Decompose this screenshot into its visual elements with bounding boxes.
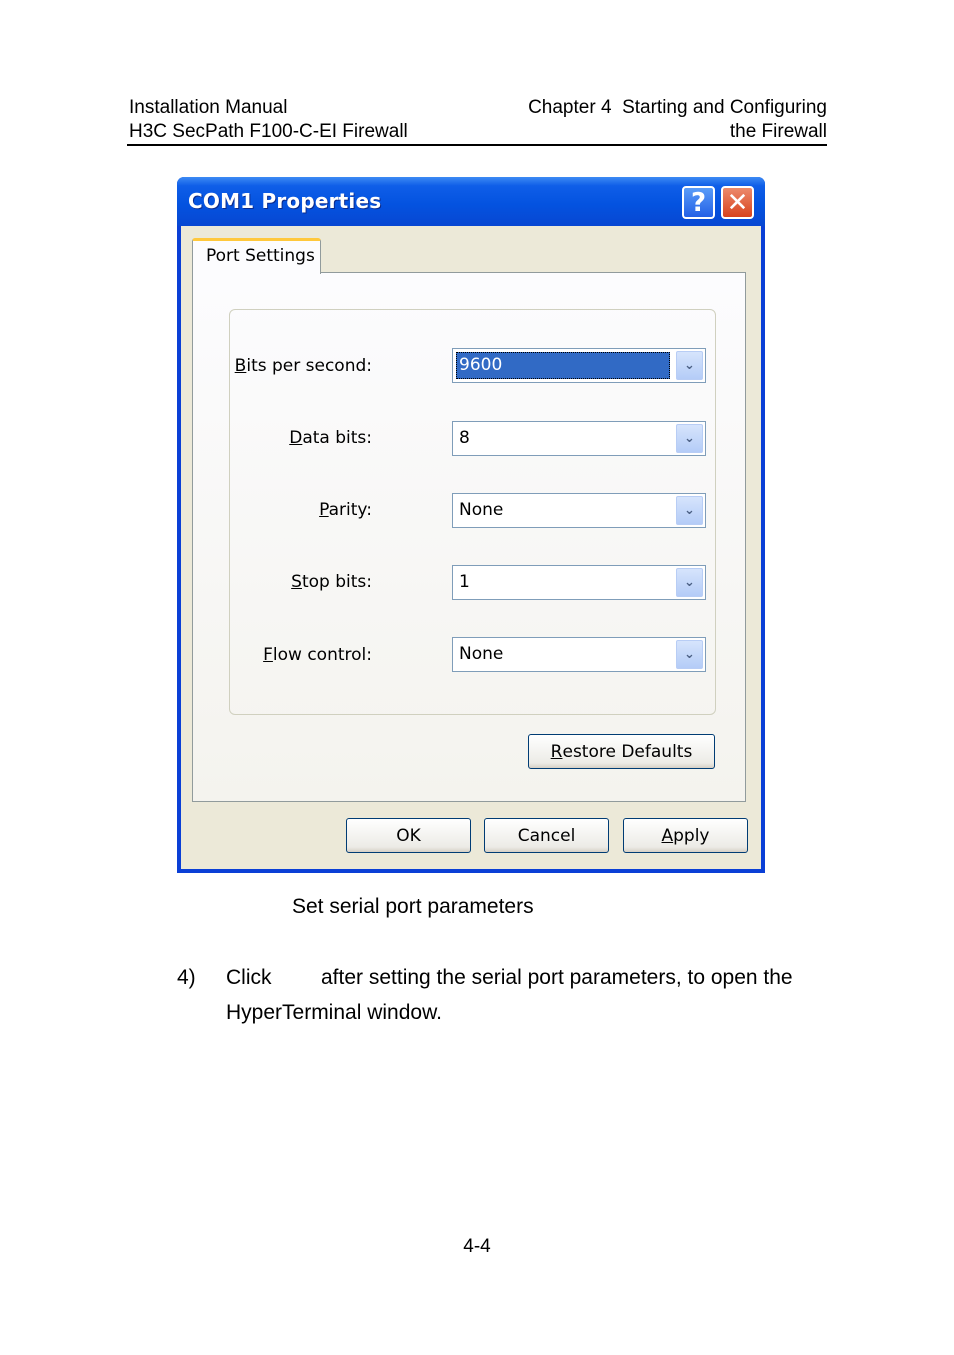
dialog-client-area — [181, 226, 761, 869]
header-left — [129, 96, 408, 144]
dialog-title: COM1 Properties — [188, 189, 382, 213]
chapter-title-line2: the Firewall — [729, 121, 827, 142]
step-number: 4) — [177, 966, 196, 989]
chevron-down-icon[interactable]: ⌄ — [676, 640, 703, 669]
ok-button[interactable]: OK — [346, 818, 471, 853]
figure-caption: Set serial port parameters — [292, 895, 534, 918]
parity-select[interactable] — [452, 493, 706, 528]
data-bits-select[interactable] — [452, 421, 706, 456]
product-name: H3C SecPath F100-C-EI Firewall — [129, 121, 408, 142]
chapter-title-line1: Chapter 4 Starting and Configuring — [528, 97, 827, 118]
manual-title: Installation Manual — [129, 97, 288, 118]
bits-per-second-value: 9600 — [456, 352, 670, 379]
step-text-click: Click — [226, 966, 272, 989]
bits-per-second-label: Bits per second: — [234, 356, 372, 376]
page-number: 4-4 — [463, 1236, 491, 1257]
cancel-button[interactable]: Cancel — [484, 818, 609, 853]
flow-control-select[interactable] — [452, 637, 706, 672]
header-rule — [127, 144, 827, 146]
close-icon: ✕ — [726, 187, 749, 218]
chevron-down-icon[interactable]: ⌄ — [676, 424, 703, 453]
help-button[interactable] — [682, 186, 715, 219]
chevron-down-icon[interactable]: ⌄ — [676, 568, 703, 597]
data-bits-value: 8 — [459, 428, 470, 448]
tab-port-settings[interactable]: Port Settings — [192, 238, 321, 274]
help-icon: ? — [690, 187, 707, 218]
header-right — [528, 96, 827, 144]
step-text: after setting the serial port parameters, to open the — [321, 966, 793, 989]
flow-control-value: None — [459, 644, 504, 664]
chevron-down-icon[interactable]: ⌄ — [676, 351, 703, 380]
flow-control-label: Flow control: — [263, 645, 372, 665]
stop-bits-label: Stop bits: — [291, 572, 372, 592]
data-bits-label: Data bits: — [289, 428, 372, 448]
com1-properties-dialog — [177, 177, 765, 873]
port-settings-group — [229, 309, 716, 715]
apply-button[interactable]: A pply — [623, 818, 748, 853]
restore-defaults-button[interactable]: R estore Defaults — [528, 734, 715, 769]
chevron-down-icon[interactable]: ⌄ — [676, 496, 703, 525]
parity-value: None — [459, 500, 504, 520]
bits-per-second-select[interactable] — [452, 348, 706, 383]
dialog-titlebar[interactable] — [177, 177, 765, 226]
stop-bits-select[interactable] — [452, 565, 706, 600]
tab-panel — [192, 272, 746, 802]
parity-label: Parity: — [319, 500, 372, 520]
step-text-line2: HyperTerminal window. — [226, 1001, 442, 1024]
close-button[interactable] — [721, 186, 754, 219]
stop-bits-value: 1 — [459, 572, 470, 592]
